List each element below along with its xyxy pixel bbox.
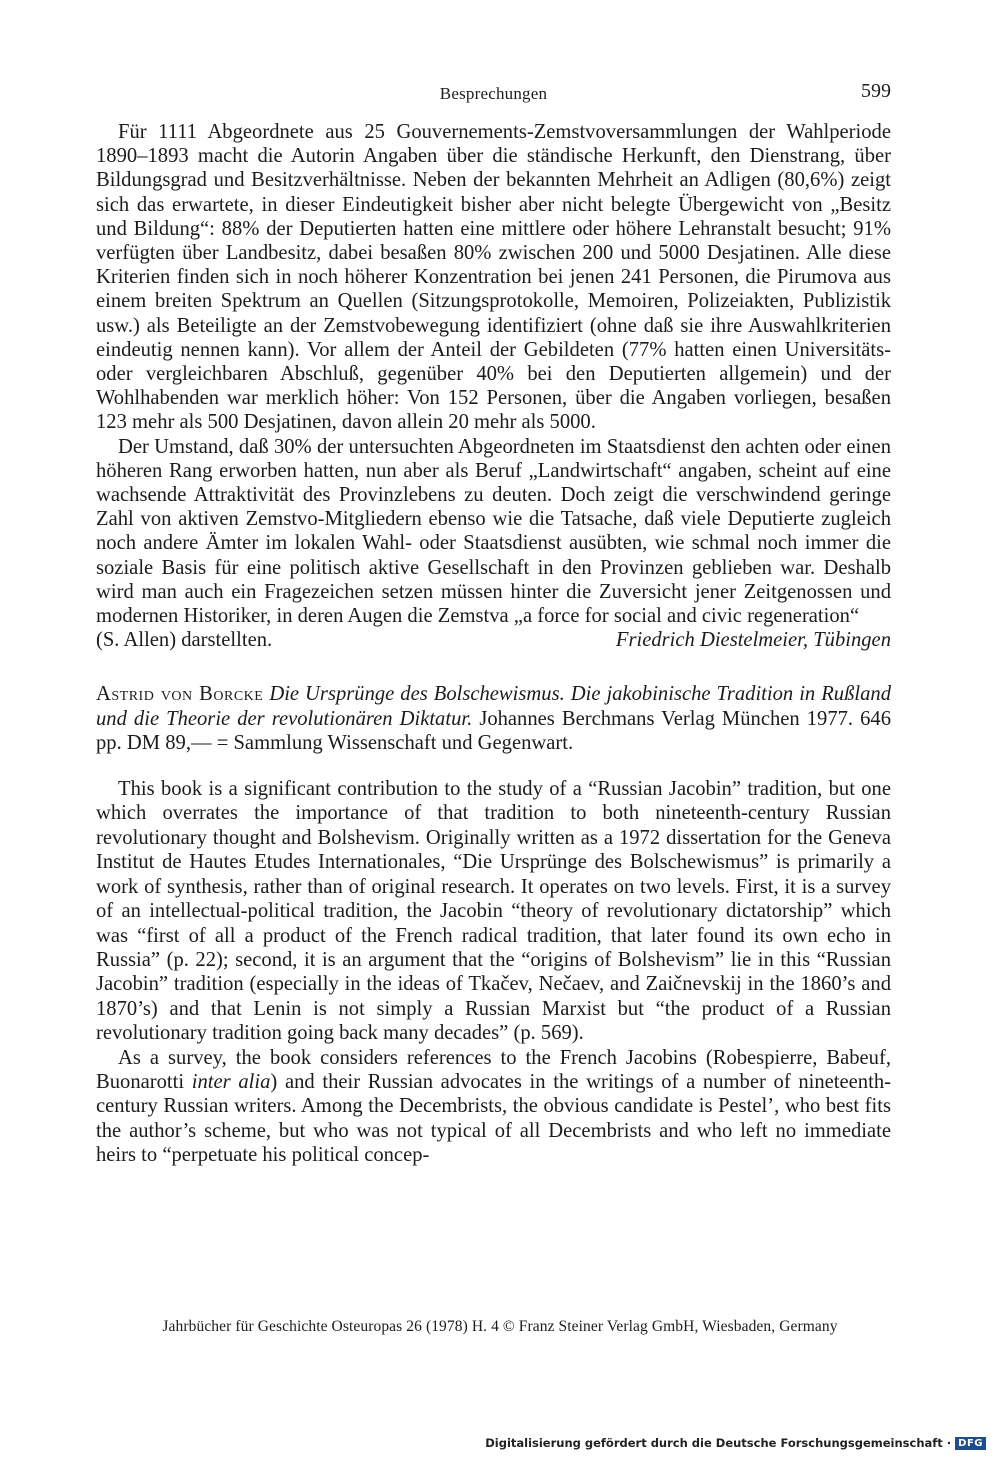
citation-author: Astrid von Borcke [96,683,264,706]
reviewer-signature-line [96,628,891,652]
page-header [96,78,891,114]
closing-text: (S. Allen) darstellten. [96,629,273,652]
italic-phrase: inter alia [191,1070,271,1093]
book-citation [96,682,891,755]
citation-publication: Johannes Berchmans Verlag München 1977. 646 pp. DM 89,— = Sammlung Wissenschaft und Gegenwart. [96,707,892,754]
running-head: Besprechungen [439,84,548,103]
paragraph: Für 1111 Abgeordnete aus 25 Gouvernements-Zemstvoversammlungen der Wahlperiode 1890–1893 macht die Autorin Angaben über die ständische Herkunft, den Dienstrang, über Bildungsgrad und Besitzverhältnisse. Neben der bekannten Mehrheit an Adligen (80,6%) zeigt sich das erwartete, in dieser Eindeutigkeit bisher aber nicht belegte Übergewicht von „Besitz und Bildung“: 88% der Deputierten hatten eine mittlere oder höhere Lehranstalt besucht; 91% verfügten über Landbesitz, dabei besaßen 80% zwischen 200 und 5000 Desjatinen. Alle diese Kriterien finden sich in noch höherer Konzentration bei jenen 241 Personen, die Pirumova aus einem breiten Spektrum an Quellen (Sitzungsprotokolle, Memoiren, Polizeiakten, Publizistik usw.) als Beteiligte an der Zemstvobewegung identifiziert (ohne daß sie ihre Auswahlkriterien eindeutig nennen kann). Vor allem der Anteil der Gebildeten (77% hatten einen Universitäts- oder vergleichbaren Abschluß, gegenüber 40% bei den Deputierten allgemein) und der Wohlhabenden war merklich höher: Von 152 Personen, über die Angaben vorliegen, besaßen 123 mehr als 500 Desjatinen, davon allein 20 mehr als 5000. [96,121,891,434]
dfg-credit-text: Digitalisierung gefördert durch die Deutsche Forschungsgemeinschaft · [485,1436,952,1450]
page-number: 599 [861,80,891,102]
page-content [96,78,891,1168]
paragraph-text: As a survey, the book considers references to the French Jacobins (Robespierre, Babeuf, Buonarotti [96,1046,891,1093]
review-borcke [96,777,891,1168]
paragraph [96,1046,891,1168]
dfg-credit [485,1436,986,1450]
citation-title: Die Ursprünge des Bolschewismus. Die jakobinische Tradition in Rußland und die Theorie der revolutionären Diktatur. [96,683,891,730]
paragraph: Der Umstand, daß 30% der untersuchten Abgeordneten im Staatsdienst den achten oder einen höheren Rang erworben hatten, nun aber als Beruf „Landwirtschaft“ angaben, scheint auf eine wachsende Attraktivität des Provinzlebens zu deuten. Doch zeigt die verschwindend geringe Zahl von aktiven Zemstvo-Mitgliedern ebenso wie die Tatsache, daß viele Deputierte zugleich noch andere Ämter im lokalen Wahl- oder Staatsdienst ausübten, wie schmal noch immer die soziale Basis für eine politisch aktive Gesellschaft in den Provinzen geblieben war. Deshalb wird man auch ein Fragezeichen setzen müssen hinter die Zuversicht jener Zeitgenossen und modernen Historiker, in deren Augen die Zemstva „a force for social and civic regeneration“ [96,435,891,628]
reviewer-signature: Friedrich Diestelmeier, Tübingen [615,629,891,652]
paragraph: This book is a significant contribution to the study of a “Russian Jacobin” tradition, but one which overrates the importance of that tradition to both nineteenth-century Russian revolutionary thought and Bolshevism. Originally written as a 1972 dissertation for the Geneva Institut de Hautes Etudes Internationales, “Die Ursprünge des Bolschewismus” is primarily a work of synthesis, rather than of original research. It operates on two levels. First, it is a survey of an intellectual-political tradition, the Jacobin “theory of revolutionary dictatorship” which was “first of all a product of the French radical tradition, that later found its own echo in Russia” (p. 22); second, it is an argument that the “origins of Bolshevism” lie in this “Russian Jacobin” tradition (especially in the ideas of Tkačev, Nečaev, and Zaičnevskij in the 1860’s and 1870’s) and that Lenin is not simply a Russian Marxist but “the product of a Russian revolutionary tradition going back many decades” (p. 569). [96,778,891,1045]
dfg-logo: DFG [955,1437,986,1450]
journal-footer: Jahrbücher für Geschichte Osteuropas 26 (1978) H. 4 © Franz Steiner Verlag GmbH, Wiesbaden, Germany [162,1318,838,1335]
review-pirumova-end [96,120,891,652]
paragraph-text: ) and their Russian advocates in the writings of a number of nineteenth-century Russian writers. Among the Decembrists, the obvious candidate is Pestel’, who best fits the author’s scheme, but who was not typical of all Decembrists and who left no immediate heirs to “perpetuate his political concep- [96,1070,891,1167]
